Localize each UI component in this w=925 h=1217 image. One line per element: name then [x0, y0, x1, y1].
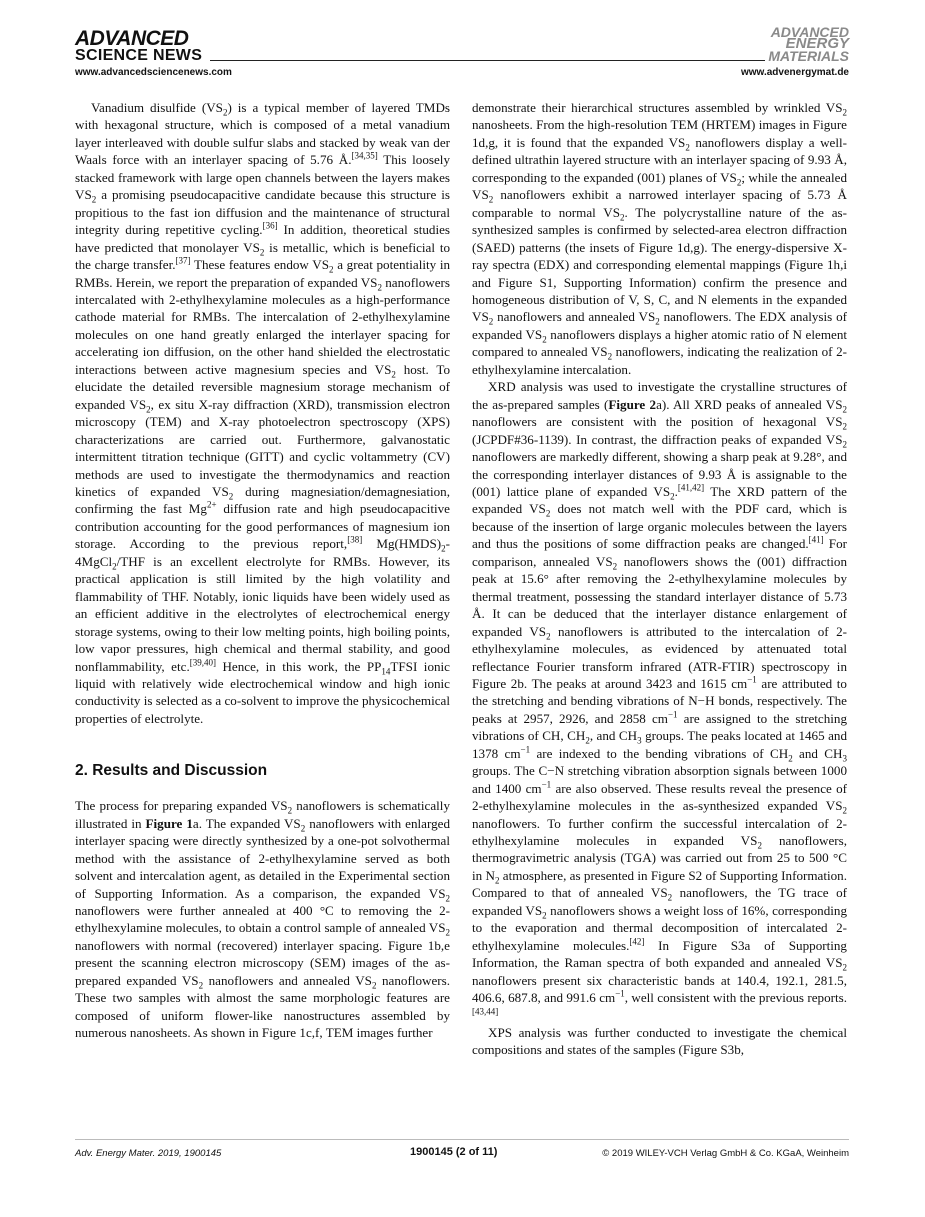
footer-rule — [75, 1139, 849, 1140]
journal-line2: ENERGY — [785, 35, 849, 52]
footer-copyright: © 2019 WILEY-VCH Verlag GmbH & Co. KGaA, Weinheim — [602, 1148, 849, 1159]
left-column — [75, 99, 450, 1042]
right-column — [472, 99, 847, 1059]
page-number: 1900145 (2 of 11) — [410, 1146, 498, 1158]
logo-line1: ADVANCED — [75, 27, 189, 50]
paragraph: Vanadium disulfide $(VS_2)$ is a typical member of layered TMDs with hexagonal structure, which is composed of a metal vanadium layer interleaved with double sulfur slabs and stacked by weak van der Waals force with an interlayer spacing of 5.76 Å.[34,35] This loosely stacked framework with large open channels between the layers makes $VS_2$ a promising pseudocapacitive candidate because this structure is propitious to the fast ion diffusion and the maintenance of structural integrity during repetitive cycling.[36] In addition, theoretical studies have predicted that monolayer $VS_2$ is metallic, which is beneficial to the charge transfer.[37] These features endow $VS_2$ a great potentiality in RMBs. Herein, we report the preparation of expanded $VS_2$ nanoflowers intercalated with 2-ethylhexylamine molecules as a high-performance cathode material for RMBs. The intercalation of 2-ethylhexylamine molecules on one hand greatly enlarged the interlayer spacing for accelerating ion diffusion, on the other hand shielded the electrostatic interactions between active magnesium species and $VS_2$ host. To elucidate the detailed reversible magnesium storage mechanism of expanded $VS_2$, ex situ X-ray diffraction (XRD), transmission electron microscopy (TEM) and X-ray photoelectron spectroscopy (XPS) characterizations are carried out. Furthermore, galvanostatic intermittent titration technique (GITT) and cyclic voltammetry (CV) methods are used to investigate the thermodynamics and reaction kinetics of expanded $VS_2$ during magnesiation/demagnesiation, confirming the fast $Mg^{2+}$ diffusion rate and high pseudocapacitive contribution accounting for the good performances of magnesium ion storage. According to the previous report,[38] $Mg(HMDS)_2-4MgCl_2$/THF is an excellent electrolyte for RMBs. However, its practical application is still limited by the high volatility and flammability of THF. Notably, ionic liquids have been widely used as an efficient additive in the electrolytes of electrochemical energy storage systems, owing to their low melting points, high boiling points, low vapor pressures, high chemical and thermal stability, and good nonflammability, etc.[39,40] Hence, in this work, the $PP_{14}TFSI$ ionic liquid with relatively wide electrochemical window and high ionic conductivity is selected as a co-solvent to improve the physicochemical properties of electrolyte. — [75, 100, 451, 726]
paragraph: XRD analysis was used to investigate the crystalline structures of the as-prepared samples (Figure 2a). All XRD peaks of annealed $VS_2$ nanoflowers are consistent with the position of hexagonal $VS_2$ (JCPDF#36-1139). In contrast, the diffraction peaks of expanded $VS_2$ nanoflowers are markedly different, showing a sharp peak at 9.28°, and the corresponding interlayer distances of 9.93 Å is assignable to the (001) lattice plane of expanded $VS_2.[41,42]$ The XRD pattern of the expanded $VS_2$ does not match well with the PDF card, which is because of the insertion of large organic molecules between the layers and thus the positions of some diffraction peaks are changed.[41] For comparison, annealed $VS_2$ nanoflowers shows the (001) diffraction peak at 15.6° after removing the 2-ethylhexylamine molecules by thermal treatment, possessing the standard interlayer distance of 5.73 Å. It can be deduced that the interlayer distance enlargement of expanded $VS_2$ nanoflowers is attributed to the intercalation of 2-ethylhexylamine molecules, as evidenced by attenuated total reflectance Fourier transform infrared (ATR-FTIR) spectroscopy in Figure 2b. The peaks at around 3423 and 1615 $cm^{-1}$ are attributed to the stretching and bending vibrations of N−H bonds, respectively. The peaks at 2957, 2926, and 2858 $cm^{-1}$ are assigned to the stretching vibrations of CH, $CH_2$, and $CH_3$ groups. The peaks located at 1465 and 1378 $cm^{-1}$ are indexed to the bending vibrations of $CH_2$ and $CH_3$ groups. The C−N stretching vibration absorption signals between 1000 and 1400 $cm^{-1}$ are also observed. These results reveal the presence of 2-ethylhexylamine molecules in the as-synthesized expanded $VS_2$ nanoflowers. To further confirm the successful intercalation of 2-ethylhexylamine molecules in expanded $VS_2$ nanoflowers, thermogravimetric analysis (TGA) was carried out from 25 to 500 °C in $N_2$ atmosphere, as presented in Figure S2 of Supporting Information. Compared to that of annealed $VS_2$ nanoflowers, the TG trace of expanded $VS_2$ nanoflowers shows a weight loss of 16%, corresponding to the evaporation and thermal decomposition of intercalated 2-ethylhexylamine molecules.[42] In Figure S3a of Supporting Information, the Raman spectra of both expanded and annealed $VS_2$ nanoflowers present six characteristic bands at 140.4, 192.1, 281.5, 406.6, 687.8, and 991.6 $cm^{-1}$, well consistent with the previous reports.[43,44] — [472, 379, 848, 1017]
paragraph: demonstrate their hierarchical structures assembled by wrinkled $VS_2$ nanosheets. From the high-resolution TEM (HRTEM) images in Figure 1d,g, it is found that the expanded $VS_2$ nanoflowers display a well-defined ultrathin layered structure with an interlayer spacing of 9.93 Å, corresponding to the expanded (001) planes of $VS_2$; while the annealed $VS_2$ nanoflowers exhibit a narrowed interlayer spacing of 5.73 Å comparable to normal $VS_2$. The polycrystalline nature of the as-synthesized samples is confirmed by selected-area electron diffraction (SAED) patterns (the insets of Figure 1d,g). The energy-dispersive X-ray spectra (EDX) and corresponding elemental mappings (Figure 1h,i and Figure S1, Supporting Information) confirm the presence and homogeneous distribution of V, S, C, and N elements in the expanded $VS_2$ nanoflowers and annealed $VS_2$ nanoflowers. The EDX analysis of expanded $VS_2$ nanoflowers displays a higher atomic ratio of N element compared to annealed $VS_2$ nanoflowers, indicating the realization of 2-ethylhexylamine intercalation. — [472, 100, 848, 377]
header-rule — [210, 60, 765, 61]
journal-line1: ADVANCED — [770, 24, 849, 40]
section-heading: 2. Results and Discussion — [75, 762, 268, 780]
paragraph: XPS analysis was further conducted to investigate the chemical compositions and states of the samples (Figure S3b, — [472, 1025, 847, 1058]
journal-line3: MATERIALS — [768, 48, 849, 64]
publisher-logo — [75, 29, 202, 64]
journal-logo — [768, 26, 849, 62]
journal-url[interactable]: www.advenergymat.de — [741, 67, 849, 78]
footer-citation: Adv. Energy Mater. 2019, 1900145 — [75, 1148, 222, 1159]
logo-line2: SCIENCE NEWS — [75, 47, 203, 64]
paragraph: The process for preparing expanded $VS_2$ nanoflowers is schematically illustrated in Figure 1a. The expanded $VS_2$ nanoflowers with enlarged interlayer spacing were directly synthesized by a one-pot solvothermal method with the assistance of 2-ethylhexylamine served as both solvent and intercalation agent, as detailed in the Experimental section of Supporting Information. As a comparison, the expanded $VS_2$ nanoflowers were further annealed at 400 °C to removing the 2-ethylhexylamine molecules, to obtain a control sample of annealed $VS_2$ nanoflowers with normal (recovered) interlayer spacing. Figure 1b,e present the scanning electron microscopy (SEM) images of the as-prepared expanded $VS_2$ nanoflowers and annealed $VS_2$ nanoflowers. These two samples with almost the same morphologic features are composed of uniform flower-like nanostructures assembled by numerous nanosheets. As shown in Figure 1c,f, TEM images further — [75, 798, 450, 1041]
publisher-url[interactable]: www.advancedsciencenews.com — [75, 67, 232, 78]
